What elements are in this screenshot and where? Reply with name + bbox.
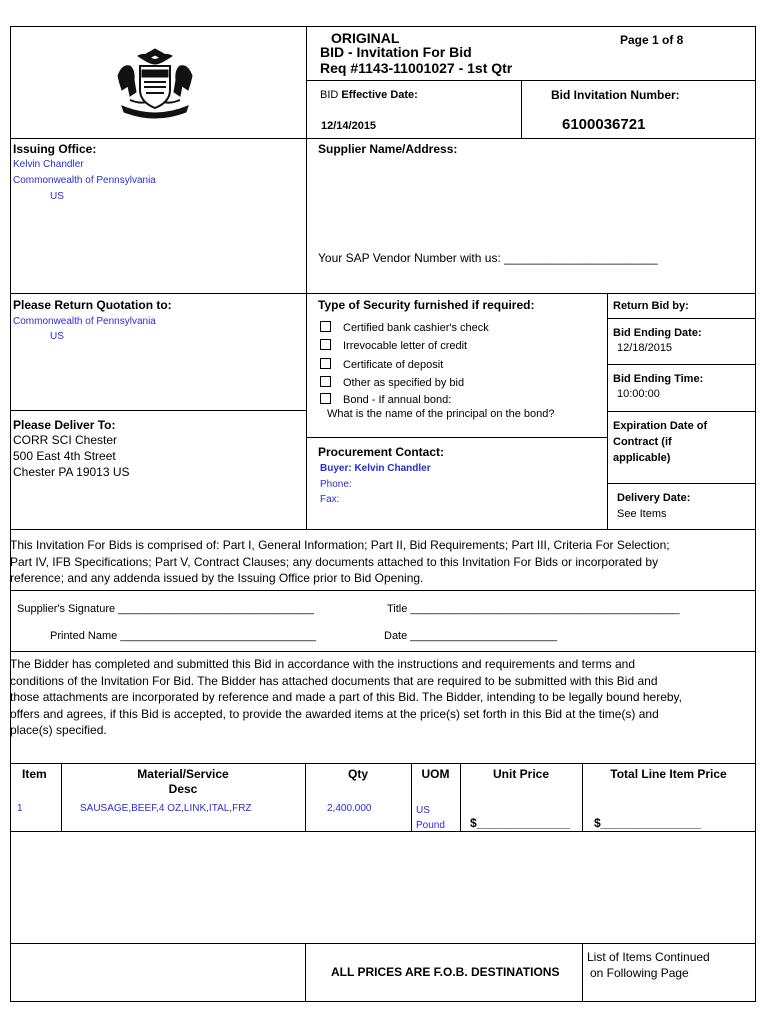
bid-number-value: 6100036721 bbox=[562, 116, 646, 133]
document-status: ORIGINAL bbox=[331, 30, 400, 46]
requisition-number: Req #1143-11001027 - 1st Qtr bbox=[320, 60, 513, 76]
items-continued-line: List of Items Continued bbox=[587, 950, 710, 964]
return-bid-by-label: Return Bid by: bbox=[613, 300, 689, 312]
bid-ending-time-label: Bid Ending Time: bbox=[613, 373, 704, 385]
expiration-date-label bbox=[613, 418, 707, 466]
ifb-composition-paragraph bbox=[10, 537, 755, 587]
return-quotation-country: US bbox=[50, 331, 64, 342]
page-number: Page 1 of 8 bbox=[620, 33, 684, 47]
bond-principal-question: What is the name of the principal on the bond? bbox=[327, 408, 555, 420]
deliver-to-line2: 500 East 4th Street bbox=[13, 449, 116, 463]
security-option-letter-of-credit[interactable] bbox=[320, 339, 467, 352]
issuing-office-name: Kelvin Chandler bbox=[13, 159, 84, 170]
security-option-label: Bond - If annual bond: bbox=[343, 394, 452, 406]
return-quotation-label: Please Return Quotation to: bbox=[13, 298, 172, 312]
column-header-material-line: Material/Service bbox=[137, 767, 229, 781]
sap-vendor-number-field[interactable]: Your SAP Vendor Number with us: _______________________ bbox=[318, 251, 658, 265]
deliver-to-line3: Chester PA 19013 US bbox=[13, 465, 130, 479]
row-uom bbox=[416, 803, 445, 833]
bid-number-label: Bid Invitation Number: bbox=[551, 88, 680, 102]
column-header-item: Item bbox=[22, 767, 47, 781]
bid-ending-time-value: 10:00:00 bbox=[617, 388, 660, 400]
security-type-label: Type of Security furnished if required: bbox=[318, 298, 535, 312]
deliver-to-label: Please Deliver To: bbox=[13, 418, 116, 432]
title-field[interactable]: Title ____________________________________________ bbox=[387, 603, 680, 615]
printed-name-field[interactable]: Printed Name ________________________________ bbox=[50, 630, 317, 642]
paragraph-line: This Invitation For Bids is comprised of: Part I, General Information; Part II, Bid Requirements; Part III, Criteria For Selection; bbox=[10, 538, 670, 552]
row-item-number: 1 bbox=[17, 803, 23, 814]
security-option-certificate-of-deposit[interactable] bbox=[320, 358, 443, 371]
checkbox-icon[interactable] bbox=[320, 393, 331, 404]
paragraph-line: conditions of the Invitation For Bid. The Bidder has attached documents that are required to be submitted with this Bid and bbox=[10, 673, 658, 688]
column-header-uom: UOM bbox=[421, 767, 450, 781]
security-option-label: Certified bank cashier's check bbox=[343, 322, 489, 334]
column-header-material-line: Desc bbox=[168, 782, 198, 796]
procurement-contact-label: Procurement Contact: bbox=[318, 445, 445, 459]
supplier-signature-field[interactable]: Supplier's Signature ________________________________ bbox=[17, 603, 314, 615]
checkbox-icon[interactable] bbox=[320, 339, 331, 350]
effective-date-label bbox=[320, 89, 418, 101]
paragraph-line: reference; and any addenda issued by the Issuing Office prior to Bid Opening. bbox=[10, 571, 424, 585]
paragraph-line: offers and agrees, if this Bid is accepted, to provide the awarded items at the price(s) set forth in this Bid at the time(s) and bbox=[10, 706, 659, 721]
items-continued-line: on Following Page bbox=[590, 966, 689, 980]
paragraph-line: The Bidder has completed and submitted this Bid in accordance with the instructions and requirements and terms and bbox=[10, 657, 636, 671]
bid-ending-date-label: Bid Ending Date: bbox=[613, 327, 702, 339]
delivery-date-value: See Items bbox=[617, 508, 667, 520]
issuing-office-country: US bbox=[50, 191, 64, 202]
bidder-agreement-paragraph bbox=[10, 656, 755, 739]
effective-date-value: 12/14/2015 bbox=[321, 120, 377, 132]
column-header-qty: Qty bbox=[347, 767, 368, 781]
deliver-to-line1: CORR SCI Chester bbox=[13, 433, 118, 447]
checkbox-icon[interactable] bbox=[320, 376, 331, 387]
row-description: SAUSAGE,BEEF,4 OZ,LINK,ITAL,FRZ bbox=[80, 803, 252, 814]
expiration-date-label-line: applicable) bbox=[613, 452, 671, 464]
row-uom-line: US bbox=[416, 805, 430, 816]
fob-destinations-note: ALL PRICES ARE F.O.B. DESTINATIONS bbox=[331, 965, 560, 979]
paragraph-line: Part IV, IFB Specifications; Part V, Contract Clauses; any documents attached to this Invitation For Bids or incorporated by bbox=[10, 554, 659, 569]
row-uom-line: Pound bbox=[416, 820, 445, 831]
security-option-cashiers-check[interactable] bbox=[320, 321, 489, 334]
column-header-material bbox=[61, 767, 305, 797]
expiration-date-label-line: Expiration Date of bbox=[613, 420, 708, 432]
security-option-label: Irrevocable letter of credit bbox=[343, 340, 468, 352]
column-header-total: Total Line Item Price bbox=[610, 767, 727, 781]
total-price-field[interactable]: $_______________ bbox=[594, 816, 701, 830]
paragraph-line: those attachments are incorporated by reference and made a part of this Bid. The Bidder, intending to be legally bound hereby, bbox=[10, 690, 682, 704]
security-option-label: Other as specified by bid bbox=[343, 377, 465, 389]
issuing-office-label: Issuing Office: bbox=[13, 142, 97, 156]
items-continued-note bbox=[587, 949, 710, 981]
effective-date-label-prefix: BID bbox=[320, 89, 339, 101]
security-option-other[interactable] bbox=[320, 376, 464, 389]
checkbox-icon[interactable] bbox=[320, 358, 331, 369]
expiration-date-label-line: Contract (if bbox=[613, 436, 672, 448]
effective-date-label-text: Effective Date: bbox=[341, 89, 418, 101]
issuing-office-org: Commonwealth of Pennsylvania bbox=[13, 175, 156, 186]
column-header-unit-price: Unit Price bbox=[492, 767, 549, 781]
security-option-label: Certificate of deposit bbox=[343, 359, 444, 371]
buyer-fax: Fax: bbox=[320, 494, 340, 505]
row-quantity: 2,400.000 bbox=[327, 803, 372, 814]
date-field[interactable]: Date ________________________ bbox=[384, 630, 558, 642]
return-quotation-org: Commonwealth of Pennsylvania bbox=[13, 316, 156, 327]
checkbox-icon[interactable] bbox=[320, 321, 331, 332]
buyer-name: Buyer: Kelvin Chandler bbox=[320, 463, 431, 474]
document-title: BID - Invitation For Bid bbox=[320, 44, 472, 60]
buyer-phone: Phone: bbox=[320, 479, 352, 490]
bid-ending-date-value: 12/18/2015 bbox=[617, 342, 673, 354]
supplier-name-address-label: Supplier Name/Address: bbox=[318, 142, 458, 156]
security-option-bond[interactable] bbox=[320, 393, 451, 406]
unit-price-field[interactable]: $______________ bbox=[470, 816, 571, 830]
pennsylvania-seal-icon bbox=[110, 46, 200, 124]
paragraph-line: place(s) specified. bbox=[10, 723, 107, 737]
delivery-date-label: Delivery Date: bbox=[617, 492, 691, 504]
